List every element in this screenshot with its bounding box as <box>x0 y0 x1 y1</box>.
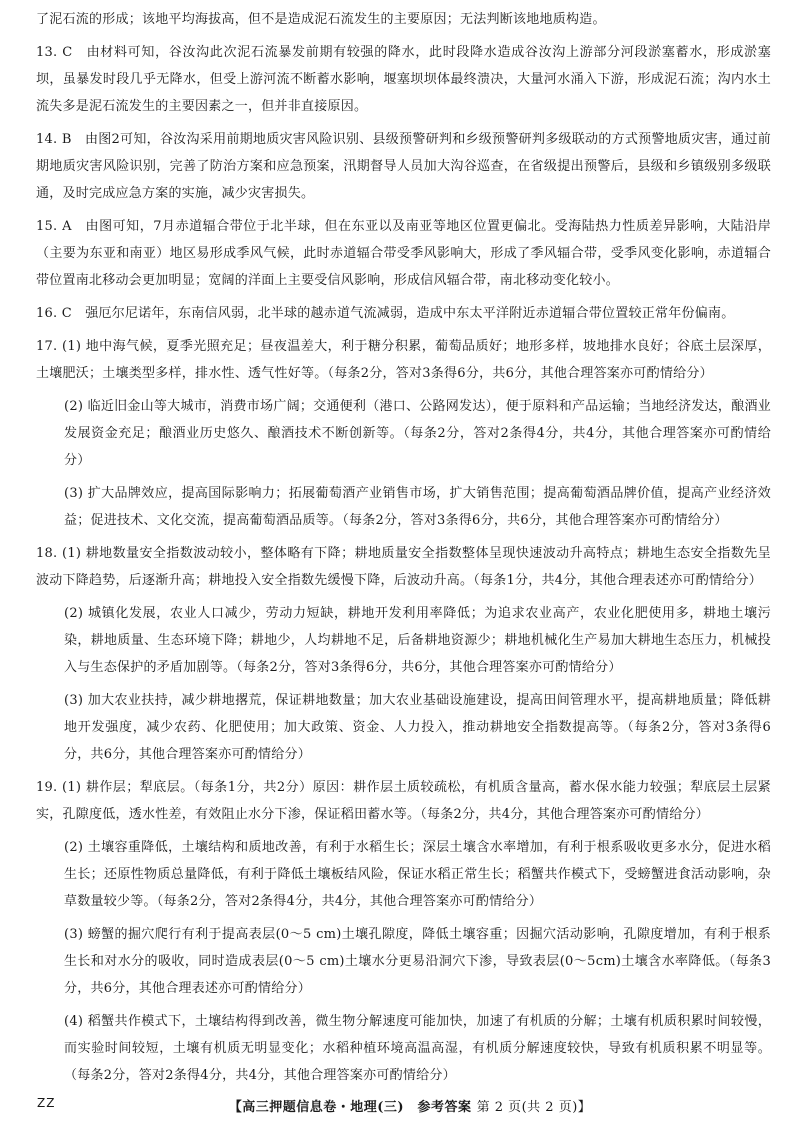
answer-paragraph-continued: 了泥石流的形成；该地平均海拔高，但不是造成泥石流发生的主要原因；无法判断该地地质构造。 <box>36 12 606 27</box>
footer-title <box>200 1096 620 1115</box>
answer-q19-part1: 19. (1) 耕作层；犁底层。（每条1分，共2分）原因：耕作层土质较疏松，有机质含量高，蓄水保水能力较强；犁底层土层紧实，孔隙度低，透水性差，有效阻止水分下渗，保证稻田蓄水等。（每条2分，共4分，其他合理答案亦可酌情给分） <box>36 780 771 822</box>
answer-q18-part2: (2) 城镇化发展，农业人口减少，劳动力短缺，耕地开发利用率降低；为追求农业高产，农业化肥使用多，耕地土壤污染，耕地质量、生态环境下降；耕地少，人均耕地不足，后备耕地资源少；耕地机械化生产易加大耕地生态压力，机械投入与生态保护的矛盾加剧等。（每条2分，答对3条得6分，共6分，其他合理答案亦可酌情给分） <box>64 606 771 675</box>
footer-exam-title: 【高三押题信息卷・地理(三) 参考答案 <box>228 1100 472 1115</box>
answer-q17-part2: (2) 临近旧金山等大城市，消费市场广阔；交通便利（港口、公路网发达），便于原料和产品运输；当地经济发达，酿酒业发展资金充足；酿酒业历史悠久、酿酒技术不断创新等。（每条2分，答对2条得4分，共4分，其他合理答案亦可酌情给分） <box>64 399 771 468</box>
answer-q18-part3: (3) 加大农业扶持，减少耕地撂荒，保证耕地数量；加大农业基础设施建设，提高田间管理水平，提高耕地质量；降低耕地开发强度，减少农药、化肥使用；加大政策、资金、人力投入，推动耕地安全指数提高等。（每条2分，答对3条得6分，共6分，其他合理答案亦可酌情给分） <box>64 693 771 762</box>
page-footer <box>0 1092 800 1118</box>
answer-q19-part4: (4) 稻蟹共作模式下，土壤结构得到改善，微生物分解速度可能加快，加速了有机质的分解；土壤有机质积累时间较慢，而实验时间较短，土壤有机质无明显变化；水稻种植环境高温高湿，有机质分解速度较快，导致有机质积累不明显等。（每条2分，答对2条得4分，共4分，其他合理答案亦可酌情给分） <box>64 1014 771 1083</box>
answer-q13: 13. C 由材料可知，谷汝沟此次泥石流暴发前期有较强的降水，此时段降水造成谷汝沟上游部分河段淤塞蓄水，形成淤塞坝，虽暴发时段几乎无降水，但受上游河流不断蓄水影响，堰塞坝坝体最终溃决，大量河水涌入下游，形成泥石流；沟内水土流失多是泥石流发生的主要因素之一，但并非直接原因。 <box>36 45 771 114</box>
answer-q18-part1: 18. (1) 耕地数量安全指数波动较小，整体略有下降；耕地质量安全指数整体呈现快速波动升高特点；耕地生态安全指数先呈波动下降趋势，后逐渐升高；耕地投入安全指数先缓慢下降，后波动升高。（每条1分，共4分，其他合理表述亦可酌情给分） <box>36 546 771 588</box>
answer-q19-part2: (2) 土壤容重降低，土壤结构和质地改善，有利于水稻生长；深层土壤含水率增加，有利于根系吸收更多水分，促进水稻生长；还原性物质总量降低，有利于降低土壤板结风险，保证水稻正常生长；稻蟹共作模式下，受螃蟹进食活动影响，杂草数量较少等。（每条2分，答对2条得4分，共4分，其他合理答案亦可酌情给分） <box>64 840 771 909</box>
answer-q19-part3: (3) 螃蟹的掘穴爬行有利于提高表层(0～5 cm)土壤孔隙度，降低土壤容重；因掘穴活动影响，孔隙度增加，有利于根系生长和对水分的吸收，同时造成表层(0～5 cm)土壤水分更易沿洞穴下渗，导致表层(0～5cm)土壤含水率降低。（每条3分，共6分，其他合理表述亦可酌情给分） <box>64 927 771 996</box>
answer-q17-part1: 17. (1) 地中海气候，夏季光照充足；昼夜温差大，利于糖分积累，葡萄品质好；地形多样，坡地排水良好；谷底土层深厚，土壤肥沃；土壤类型多样，排水性、透气性好等。（每条2分，答对3条得6分，共6分，其他合理答案亦可酌情给分） <box>36 339 771 381</box>
footer-code: ZZ <box>37 1096 56 1110</box>
answer-q17-part3: (3) 扩大品牌效应，提高国际影响力；拓展葡萄酒产业销售市场，扩大销售范围；提高葡萄酒品牌价值，提高产业经济效益；促进技术、文化交流，提高葡萄酒品质等。（每条2分，答对3条得6分，共6分，其他合理答案亦可酌情给分） <box>64 486 771 528</box>
answer-q16: 16. C 强厄尔尼诺年，东南信风弱，北半球的越赤道气流减弱，造成中东太平洋附近赤道辐合带位置较正常年份偏南。 <box>36 306 735 321</box>
answer-q14: 14. B 由图2可知，谷汝沟采用前期地质灾害风险识别、县级预警研判和乡级预警研判多级联动的方式预警地质灾害，通过前期地质灾害风险识别，完善了防治方案和应急预案，汛期督导人员加大沟谷巡查，在省级提出预警后，县级和乡镇级别多级联通，及时完成应急方案的实施，减少灾害损失。 <box>36 132 771 201</box>
answer-q15: 15. A 由图可知，7月赤道辐合带位于北半球，但在东亚以及南亚等地区位置更偏北。受海陆热力性质差异影响，大陆沿岸（主要为东亚和南亚）地区易形成季风气候，此时赤道辐合带受季风影响大，形成了季风辐合带，受季风变化影响，赤道辐合带位置南北移动会更加明显；宽阔的洋面上主要受信风影响，形成信风辐合带，南北移动变化较小。 <box>36 219 771 288</box>
answer-content <box>36 6 771 1095</box>
footer-page-number: 第 2 页(共 2 页)】 <box>476 1100 592 1115</box>
